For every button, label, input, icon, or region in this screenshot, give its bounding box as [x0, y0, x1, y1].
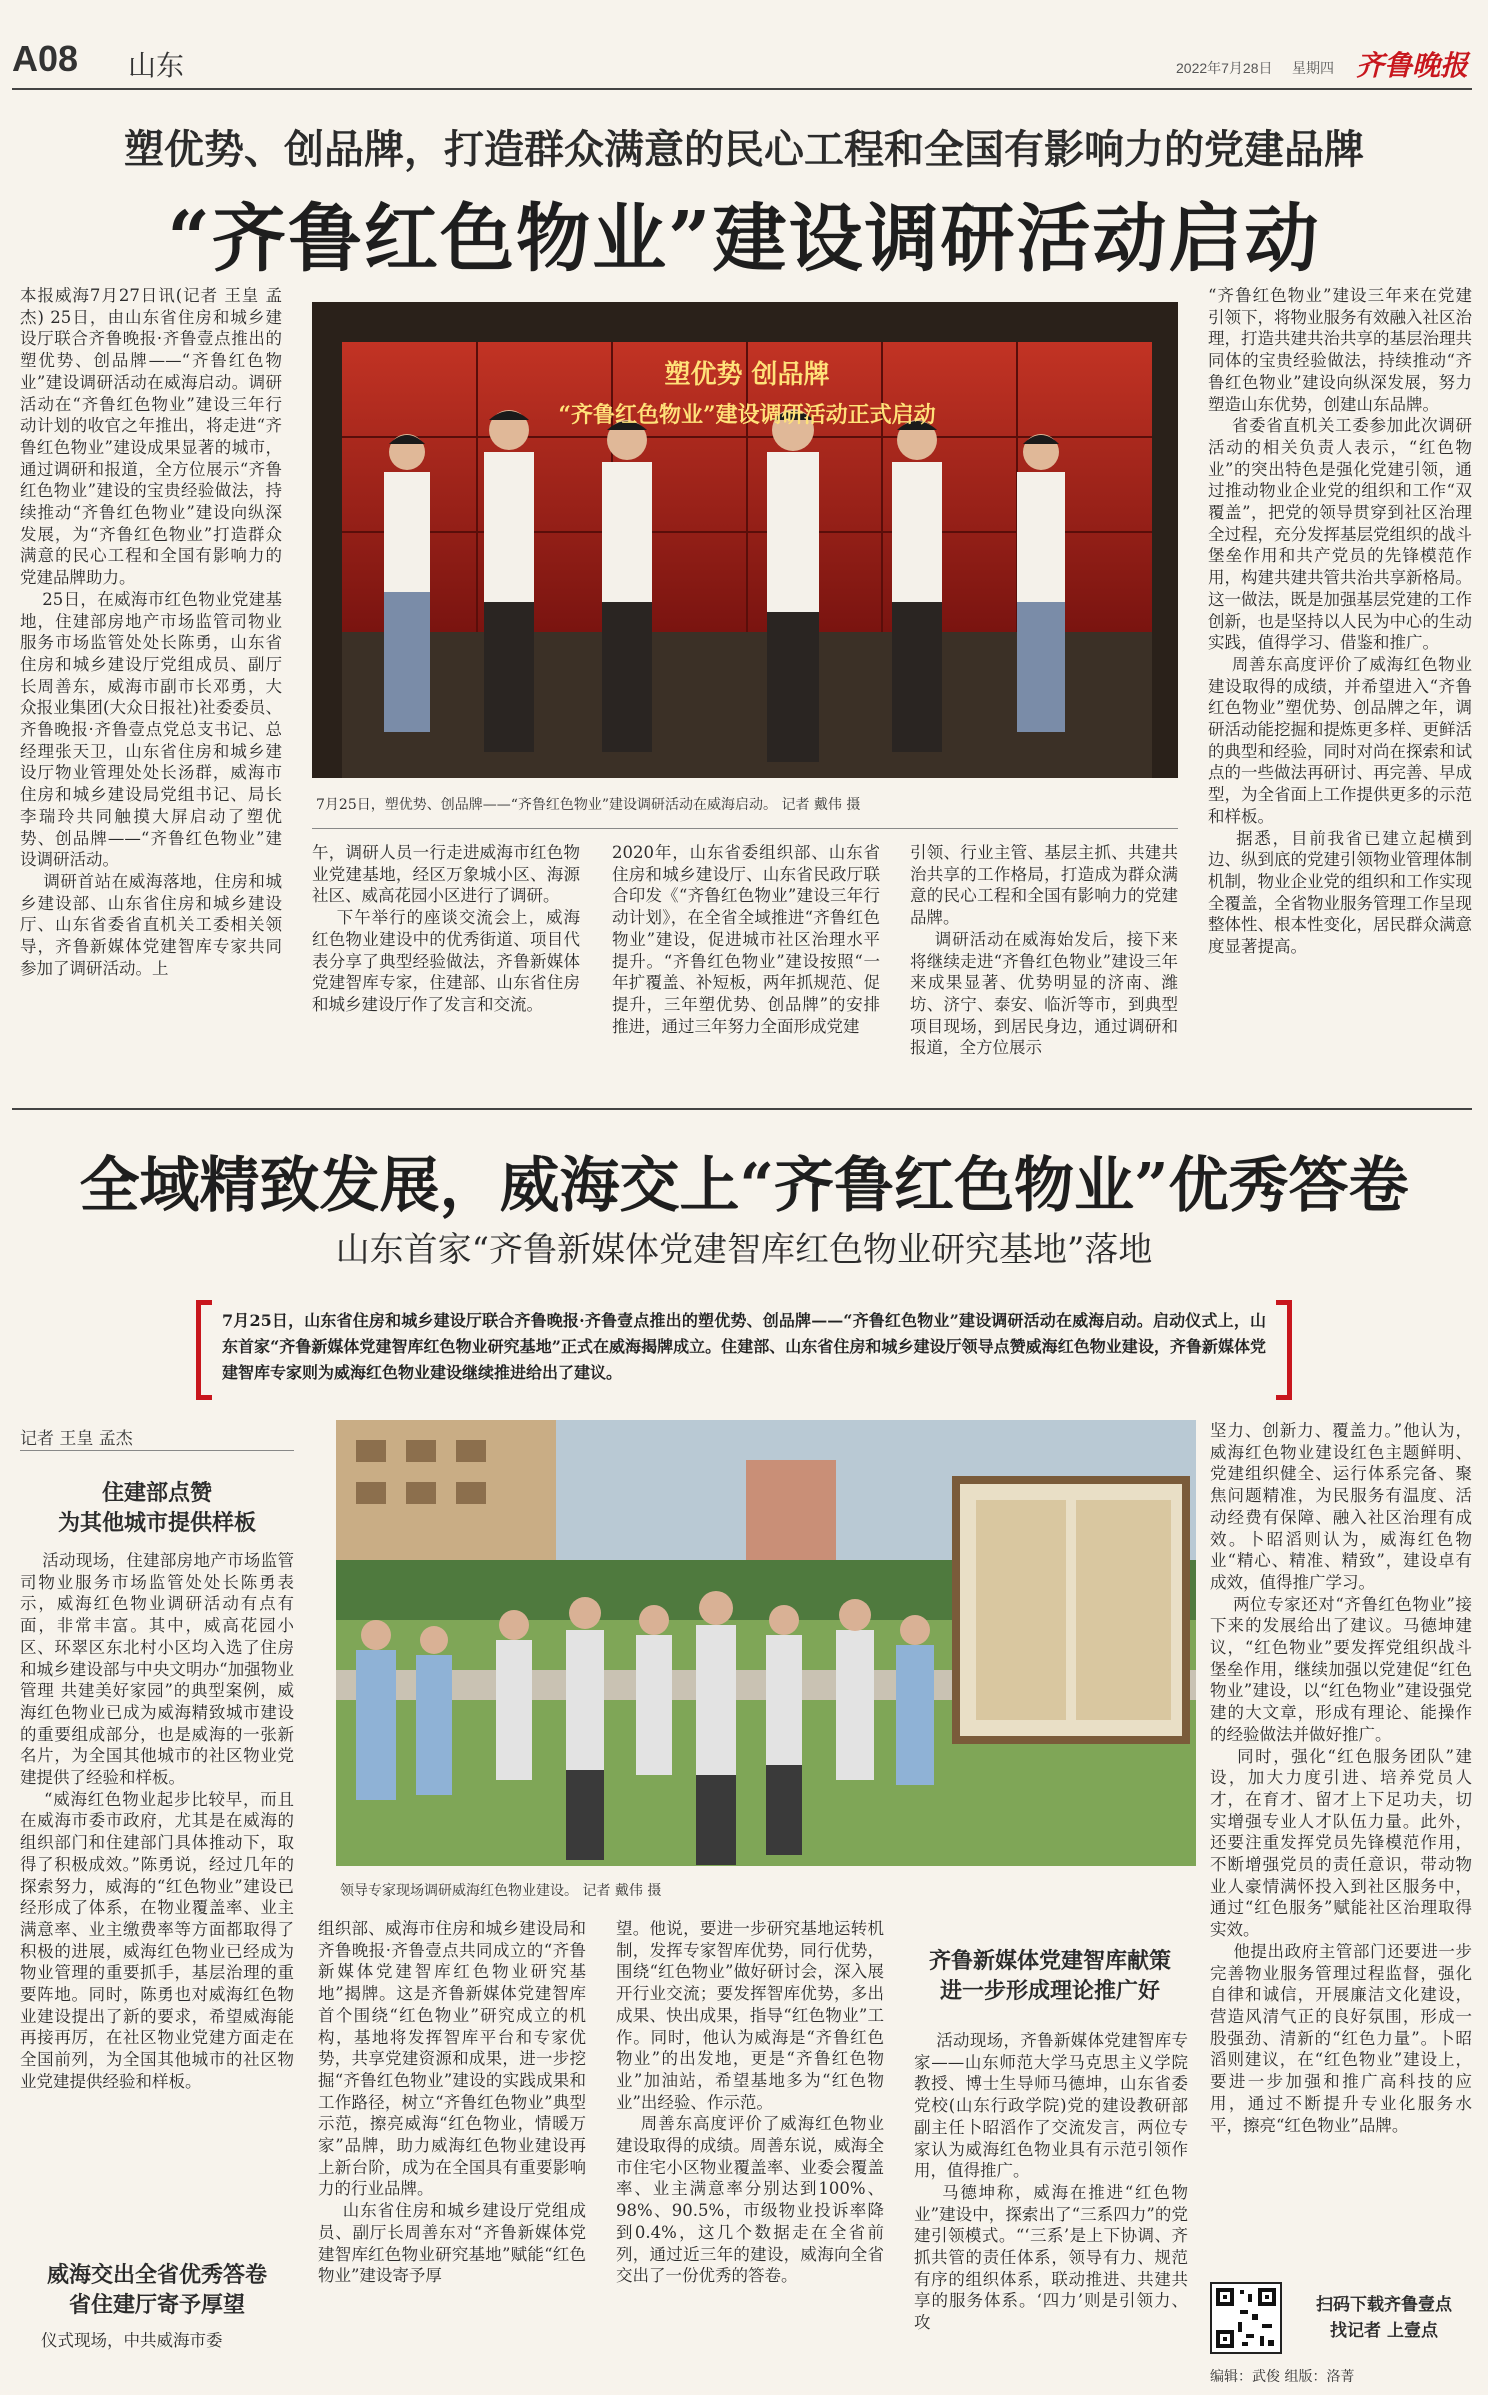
stage-banner-top: 塑优势 创品牌: [664, 360, 830, 390]
story1-headline: “齐鲁红色物业”建设调研活动启动: [167, 196, 1321, 282]
story1-photo-caption: 7月25日，塑优势、创品牌——“齐鲁红色物业”建设调研活动在威海启动。 记者 戴伟 摄: [316, 797, 861, 813]
summary-box: [196, 1300, 1292, 1400]
story2-subheading-3: 齐鲁新媒体党建智库献策 进一步形成理论推广好: [928, 1948, 1171, 2004]
story-divider: [12, 1108, 1472, 1110]
story1-column-3: 2020年，山东省委组织部、山东省住房和城乡建设厅、山东省民政厅联合印发《“齐鲁红色物业”建设三年行动计划》，在全省全域推进“齐鲁红色物业”建设，促进城市社区治理水平提升。“齐鲁红色物业”建设按照“一年扩覆盖、补短板，两年抓规范、促提升，三年塑优势、创品牌”的安排推进，通过三年努力全面形成党建: [612, 843, 880, 1036]
qr-text: 扫码下载齐鲁壹点 找记者 上壹点: [1316, 2295, 1452, 2341]
story2-column-1b: 仪式现场，中共威海市委: [20, 2331, 223, 2350]
header-rule: [12, 88, 1472, 90]
story1-column-2: 午，调研人员一行走进威海市红色物业党建基地，经区万象城小区、海源社区、威高花园小区进行了调研。 下午举行的座谈交流会上，威海红色物业建设中的优秀街道、项目代表分享了典型经验做法，齐鲁新媒体党建智库专家，住建部、山东省住房和城乡建设厅作了发言和交流。: [312, 843, 580, 1014]
story2-byline: 记者 王皇 孟杰: [20, 1429, 133, 1449]
story2-photo: [336, 1420, 1196, 1866]
story2-column-1: 活动现场，住建部房地产市场监管司物业服务市场监管处处长陈勇表示，威海红色物业调研活动有点有面，非常丰富。其中，威高花园小区、环翠区东北村小区均入选了住房和城乡建设部与中央文明办“加强物业管理 共建美好家园”的典型案例，威海红色物业已成为威海精致城市建设的重要组成部分，也是威海的一张新名片，为全国其他城市的社区物业党建提供了经验和样板。 “威海红色物业起步比较早，而且在威海市委市政府，尤其是在威海的组织部门和住建部门具体推动下，取得了积极成效。”陈勇说，经过几年的探索努力，威海的“红色物业”建设已经形成了体系，在物业覆盖率、业主满意率、业主缴费率等方面都取得了积极的进展，威海红色物业已经成为物业管理的重要抓手，基层治理的重要阵地。同时，陈勇也对威海红色物业建设提出了新的要求，希望威海能再接再厉，在社区物业党建方面走在全国前列，为全国其他城市的社区物业党建提供经验和样板。: [20, 1551, 294, 2091]
story2-subhead: 山东首家“齐鲁新媒体党建智库红色物业研究基地”落地: [335, 1230, 1153, 1270]
site-visit-illustration: [336, 1420, 1196, 1866]
issue-date: 2022年7月28日: [1176, 60, 1273, 76]
story1-kicker: 塑优势、创品牌，打造群众满意的民心工程和全国有影响力的党建品牌: [124, 126, 1364, 173]
story2-headline: 全域精致发展，威海交上“齐鲁红色物业”优秀答卷: [79, 1151, 1409, 1221]
qr-code-icon: [1212, 2284, 1280, 2352]
story2-subheading-2: 威海交出全省优秀答卷 省住建厅寄予厚望: [46, 2262, 267, 2318]
story2-summary: 7月25日，山东省住房和城乡建设厅联合齐鲁晚报·齐鲁壹点推出的塑优势、创品牌——“齐鲁红色物业”建设调研活动在威海启动。启动仪式上，山东首家“齐鲁新媒体党建智库红色物业研究基地”正式在威海揭牌成立。住建部、山东省住房和城乡建设厅领导点赞威海红色物业建设，齐鲁新媒体党建智库专家则为威海红色物业建设继续推进给出了建议。: [222, 1311, 1266, 1382]
bracket-right: [1276, 1300, 1292, 1400]
story2-column-3: 望。他说，要进一步研究基地运转机制，发挥专家智库优势，同行优势，围绕“红色物业”做好研讨会，深入展开行业交流；要发挥智库优势，多出成果、快出成果，指导“红色物业”工作。同时，他认为威海是“齐鲁红色物业”的出发地，更是“齐鲁红色物业”加油站，希望基地多为“红色物业”出经验、作示范。 周善东高度评价了威海红色物业建设取得的成绩。周善东说，威海全市住宅小区物业覆盖率、业委会覆盖率、业主满意率分别达到100%、98%、90.5%，市级物业投诉率降到0.4%，这几个数据走在全省前列，通过近三年的建设，威海向全省交出了一份优秀的答卷。: [616, 1919, 884, 2286]
story1-photo: [312, 302, 1178, 778]
byline-rule: [20, 1450, 294, 1451]
story2-column-5: 坚力、创新力、覆盖力。”他认为，威海红色物业建设红色主题鲜明、党建组织健全、运行体系完备、聚焦问题精准，为民服务有温度、活动经费有保障、融入社区治理有成效。卜昭滔则认为，威海红色物业“精心、精准、精致”，建设卓有成效，值得推广学习。 两位专家还对“齐鲁红色物业”接下来的发展给出了建议。马德坤建议，“红色物业”要发挥党组织战斗堡垒作用，继续加强以党建促“红色物业”建设，以“红色物业”建设强党建的大文章，形成有理论、能操作的经验做法并做好推广。 同时，强化“红色服务团队”建设，加大力度引进、培养党员人才，在育才、留才上下足功夫，切实增强专业人才队伍力量。此外，还要注重发挥党员先锋模范作用，不断增强党员的责任意识，带动物业人豪情满怀投入到社区服务中，通过“红色服务”赋能社区治理取得实效。 他提出政府主管部门还要进一步完善物业服务管理过程监督，强化自律和诚信，开展廉洁文化建设，营造风清气正的良好氛围，形成一股强劲、清新的“红色力量”。卜昭滔则建议，在“红色物业”建设上，要进一步加强和推广高科技的应用，通过不断提升专业化服务水平，擦亮“红色物业”品牌。: [1210, 1421, 1472, 2135]
page-number: A08: [12, 38, 79, 79]
story1-column-1: 本报威海7月27日讯(记者 王皇 孟杰) 25日，由山东省住房和城乡建设厅联合齐鲁晚报·齐鲁壹点推出的塑优势、创品牌——“齐鲁红色物业”建设调研活动在威海启动。调研活动在“齐鲁红色物业”建设三年行动计划的收官之年推出，将走进“齐鲁红色物业”建设成果显著的城市，通过调研和报道，全方位展示“齐鲁红色物业”建设的宝贵经验做法，持续推动“齐鲁红色物业”建设向纵深发展，为“齐鲁红色物业”打造群众满意的民心工程和全国有影响力的党建品牌助力。 25日，在威海市红色物业党建基地，住建部房地产市场监管司物业服务市场监管处处长陈勇，山东省住房和城乡建设厅党组成员、副厅长周善东，威海市副市长邓勇，大众报业集团(大众日报社)社委委员、齐鲁晚报·齐鲁壹点党总支书记、总经理张天卫，山东省住房和城乡建设厅物业管理处处长汤群，威海市住房和城乡建设局党组书记、局长李瑞玲共同触摸大屏启动了塑优势、创品牌——“齐鲁红色物业”建设调研活动。 调研首站在威海落地，住房和城乡建设部、山东省住房和城乡建设厅、山东省委省直机关工委相关领导，齐鲁新媒体党建智库专家共同参加了调研活动。上: [20, 286, 282, 978]
story2-photo-caption: 领导专家现场调研威海红色物业建设。 记者 戴伟 摄: [340, 1883, 662, 1899]
qr-code[interactable]: [1210, 2282, 1282, 2354]
stage-banner-main: “齐鲁红色物业”建设调研活动正式启动: [558, 402, 936, 428]
bracket-left: [196, 1300, 212, 1400]
story1-column-5: “齐鲁红色物业”建设三年来在党建引领下，将物业服务有效融入社区治理，打造共建共治共享的基层治理共同体的宝贵经验做法，持续推动“齐鲁红色物业”建设向纵深发展，努力塑造山东优势，创建山东品牌。 省委省直机关工委参加此次调研活动的相关负责人表示，“红色物业”的突出特色是强化党建引领，通过推动物业企业党的组织和工作“双覆盖”，把党的领导贯穿到社区治理全过程，充分发挥基层党组织的战斗堡垒作用和共产党员的先锋模范作用，构建共建共管共治共享新格局。这一做法，既是加强基层党建的工作创新，也是坚持以人民为中心的生动实践，值得学习、借鉴和推广。 周善东高度评价了威海红色物业建设取得的成绩，并希望进入“齐鲁红色物业”塑优势、创品牌之年，调研活动能挖掘和提炼更多样、更鲜活的典型和经验，同时对尚在探索和试点的一些做法再研讨、再完善、早成型，为全省面上工作提供更多的示范和样板。 据悉，目前我省已建立起横到边、纵到底的党建引领物业管理体制机制，物业企业党的组织和工作实现全覆盖，全省物业服务管理工作呈现整体性、根本性变化，居民群众满意度显著提高。: [1208, 286, 1472, 957]
story2-column-2: 组织部、威海市住房和城乡建设局和齐鲁晚报·齐鲁壹点共同成立的“齐鲁新媒体党建智库红色物业研究基地”揭牌。这是齐鲁新媒体党建智库首个围绕“红色物业”研究成立的机构，基地将发挥智库平台和专家优势，共享党建资源和成果，进一步挖掘“齐鲁红色物业”建设的实践成果和工作路径，树立“齐鲁红色物业”典型示范，擦亮威海“红色物业，情暖万家”品牌，助力威海红色物业建设再上新台阶，成为在全国具有重要影响力的行业品牌。 山东省住房和城乡建设厅党组成员、副厅长周善东对“齐鲁新媒体党建智库红色物业研究基地”赋能“红色物业”建设寄予厚: [318, 1919, 586, 2286]
newspaper-logo: 齐鲁晚报: [1356, 49, 1469, 82]
story2-column-4: 活动现场，齐鲁新媒体党建智库专家——山东师范大学马克思主义学院教授、博士生导师马德坤，山东省委党校(山东行政学院)党的建设教研部副主任卜昭滔作了交流发言，两位专家认为威海红色物业具有示范引领作用，值得推广。 马德坤称，威海在推进“红色物业”建设中，探索出了“三系四力”的党建引领模式。“‘三系’是上下协调、齐抓共管的责任体系，领导有力、规范有序的组织体系，联动推进、共建共享的服务体系。‘四力’则是引领力、攻: [914, 2031, 1188, 2333]
section-name: 山东: [128, 49, 185, 82]
story1-photo-rule: [312, 828, 1178, 829]
page-credits: 编辑：武俊 组版：洛菁: [1210, 2369, 1355, 2385]
issue-weekday: 星期四: [1292, 61, 1334, 77]
story2-subheading-1: 住建部点赞 为其他城市提供样板: [57, 1480, 256, 1536]
story1-column-4: 引领、行业主管、基层主抓、共建共治共享的工作格局，打造成为群众满意的民心工程和全国有影响力的党建品牌。 调研活动在威海始发后，接下来将继续走进“齐鲁红色物业”建设三年来成果显著、优势明显的济南、潍坊、济宁、泰安、临沂等市，到典型项目现场，到居民身边，通过调研和报道，全方位展示: [910, 843, 1178, 1058]
